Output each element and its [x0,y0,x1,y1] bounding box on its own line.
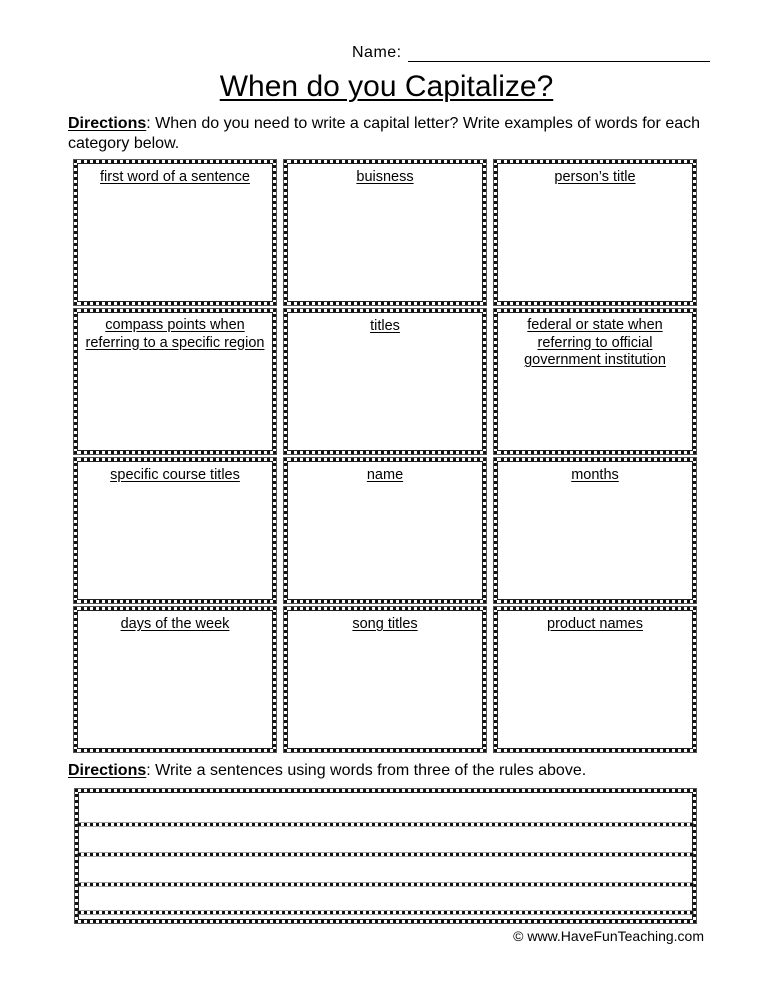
category-box[interactable] [74,607,276,752]
writing-line [78,911,693,914]
name-field[interactable] [408,45,710,62]
category-grid [74,160,696,752]
name-row [352,44,710,62]
category-box[interactable] [494,160,696,305]
writing-line [78,883,693,886]
category-label: song titles [352,616,418,632]
category-box[interactable] [494,309,696,454]
directions-1-text: : When do you need to write a capital letter? Write examples of words for each category below. [68,115,701,152]
category-label: months [571,467,619,483]
directions-2-label: Directions [68,762,147,779]
category-label: person’s title [554,169,636,185]
category-label: first word of a sentence [100,169,250,185]
category-label: buisness [356,169,414,185]
directions-2-text: : Write a sentences using words from three of the rules above. [146,762,587,779]
category-label: titles [370,318,400,334]
directions-2 [68,761,718,781]
directions-1 [68,114,718,154]
category-box[interactable] [284,309,486,454]
category-box[interactable] [284,607,486,752]
category-box[interactable] [284,160,486,305]
writing-line [78,823,693,826]
category-box[interactable] [74,309,276,454]
name-label: Name: [352,44,402,61]
copyright-footer: © www.HaveFunTeaching.com [513,928,704,944]
category-label: product names [547,616,643,632]
page-title: When do you Capitalize? [219,70,554,103]
category-box[interactable] [494,458,696,603]
writing-line [78,853,693,856]
category-box[interactable] [74,458,276,603]
category-label: specific course titles [110,467,240,483]
category-box[interactable] [74,160,276,305]
directions-1-label: Directions [68,115,147,132]
category-label: days of the week [120,616,230,632]
category-label: compass points when referring to a specific region [85,317,265,351]
category-box[interactable] [494,607,696,752]
category-box[interactable] [284,458,486,603]
category-label: name [366,467,404,483]
category-label: federal or state when referring to official government institution [524,317,666,368]
sentence-writing-box[interactable] [75,789,696,923]
